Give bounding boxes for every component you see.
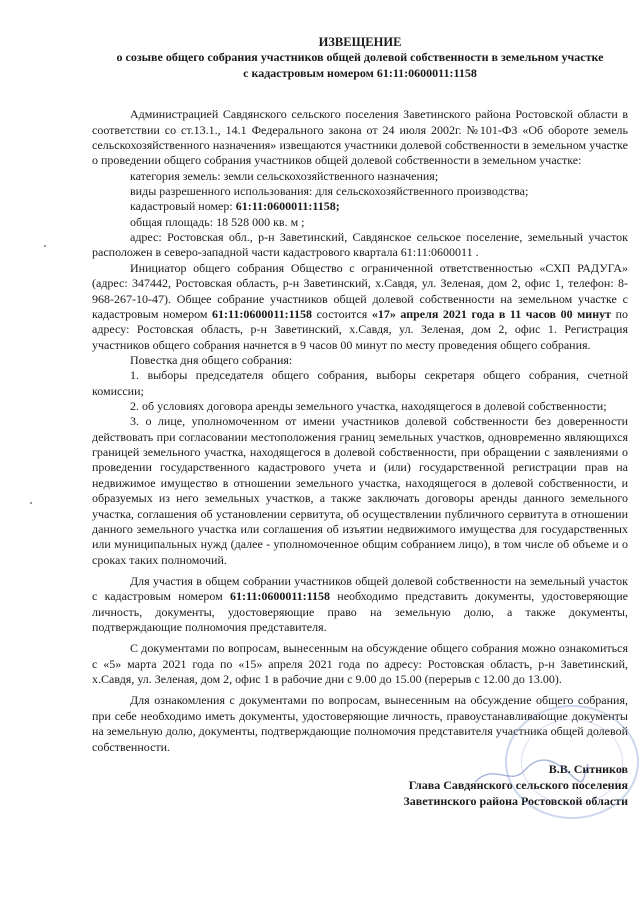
cadastral-label: кадастровый номер: [130, 199, 236, 214]
parcel-address: адрес: Ростовская обл., р-н Заветинский, Савдянское сельское поселение, земельный участок расположен в северо-западной части кадастрового квартала 61:11:0600011 . [92, 230, 628, 260]
participation-text-1: Для участия в общем собрании участников общей долевой собственности на земельный участок с кадастровым номером [92, 573, 628, 604]
initiator-text-2: состоится [312, 306, 372, 321]
cadastral-number: 61:11:0600011:1158 [235, 199, 336, 214]
initiator-paragraph [92, 261, 628, 353]
signature-block [92, 761, 628, 810]
signatory-name: В.В. Ситников [548, 761, 628, 776]
meeting-datetime: «17» апреля 2021 года в 11 часов 00 минут [371, 306, 612, 321]
agenda-item-2: 2. об условиях договора аренды земельного участка, находящегося в долевой собственности; [130, 399, 607, 414]
notice-title: ИЗВЕЩЕНИЕ [318, 35, 402, 49]
parcel-area: общая площадь: 18 528 000 кв. м ; [130, 214, 305, 229]
required-docs-paragraph: Для ознакомления с документами по вопросам, вынесенным на обсуждение общего собрания, при себе необходимо иметь документы, удостоверяющие личность, правоустанавливающие документы на земельную долю, документы, подтверждающие полномочия представителя участника общей долевой собственности. [92, 693, 628, 754]
participation-text-2: необходимо представить документы, удостоверяющие личность, документы, удостоверяющие право на земельную долю, а также документы, подтверждающие полномочия представителя. [92, 589, 629, 635]
scan-speck [44, 245, 46, 247]
cadastral-end: ; [335, 199, 340, 214]
parcel-cadastral [92, 199, 628, 214]
scan-speck [30, 502, 32, 504]
intro-paragraph: Администрацией Савдянского сельского поселения Заветинского района Ростовской области в соответствии со ст.13.1., 14.1 Федерального закона от 24 июля 2002г. №101-ФЗ «Об обороте земель сельскохозяйственного назначения» извещаются участники долевой собственности в земельном участке о проведении общего собрания участников общей долевой собственности в земельном участке: [92, 107, 628, 168]
agenda-item-1: 1. выборы председателя общего собрания, выборы секретаря общего собрания, счетной комиссии; [92, 368, 628, 398]
initiator-cadastral: 61:11:0600011:1158 [212, 306, 313, 321]
initiator-text-1: Инициатор общего собрания Общество с ограниченной ответственностью «СХП РАДУГА» (адрес: 347442, Ростовская область, р-н Заветинский, х.Савдя, ул. Зеленая, дом 2, офис 1, телефон: 8-968-267-10-47). Общее собрание участников общей долевой собственности на земельном участке с кадастровым номером [92, 260, 628, 321]
participation-paragraph [92, 574, 628, 635]
documents-review-paragraph: С документами по вопросам, вынесенным на обсуждение общего собрания можно ознакомиться с «5» марта 2021 года по «15» апреля 2021 года по адресу: Ростовская область, р-н Заветинский, х.Савдя, ул. Зеленая, дом 2, офис 1 в рабочие дни с 9.00 до 15.00 (перерыв с 12.00 до 13.00). [92, 641, 628, 687]
participation-cadastral: 61:11:0600011:1158 [230, 589, 331, 604]
notice-subtitle [92, 50, 628, 81]
agenda-item-3: 3. о лице, уполномоченном от имени участников долевой собственности без доверенности действовать при согласовании местоположения границ земельных участков, одновременно являющихся границей земельного участка, находящегося в долевой собственности, при обращении с заявлениями о проведении государственного кадастрового учета и (или) государственной регистрации прав на недвижимое имущество в отношении земельного участка, находящегося в долевой собственности, и образуемых из него земельных участков, а также заключать договоры аренды данного земельного участка, соглашения об установлении сервитута, об осуществлении публичного сервитута в отношении данного земельного участка или соглашения об изъятии недвижимого имущества для государственных или муниципальных нужд (далее - уполномоченное общим собранием лицо), в том числе об объеме и о сроках таких полномочий. [92, 414, 628, 567]
subtitle-line-2: с кадастровым номером 61:11:0600011:1158 [243, 65, 477, 80]
subtitle-line-1: о созыве общего собрания участников общей долевой собственности в земельном участке [116, 50, 604, 64]
signatory-position-2: Заветинского района Ростовской области [403, 794, 628, 809]
agenda-heading: Повестка дня общего собрания: [130, 352, 293, 367]
parcel-category: категория земель: земли сельскохозяйственного назначения; [130, 168, 439, 183]
initiator-text-3: по адресу: Ростовская область, р-н Заветинский, х.Савдя, ул. Зеленая, дом 2, офис 1. Регистрация участников общего собрания начнется в 9 часов 00 минут по месту проведения общего собрания. [92, 306, 628, 352]
notice-document [92, 34, 628, 809]
parcel-usage: виды разрешенного использования: для сельскохозяйственного производства; [130, 183, 529, 198]
signatory-position-1: Глава Савдянского сельского поселения [408, 778, 628, 793]
